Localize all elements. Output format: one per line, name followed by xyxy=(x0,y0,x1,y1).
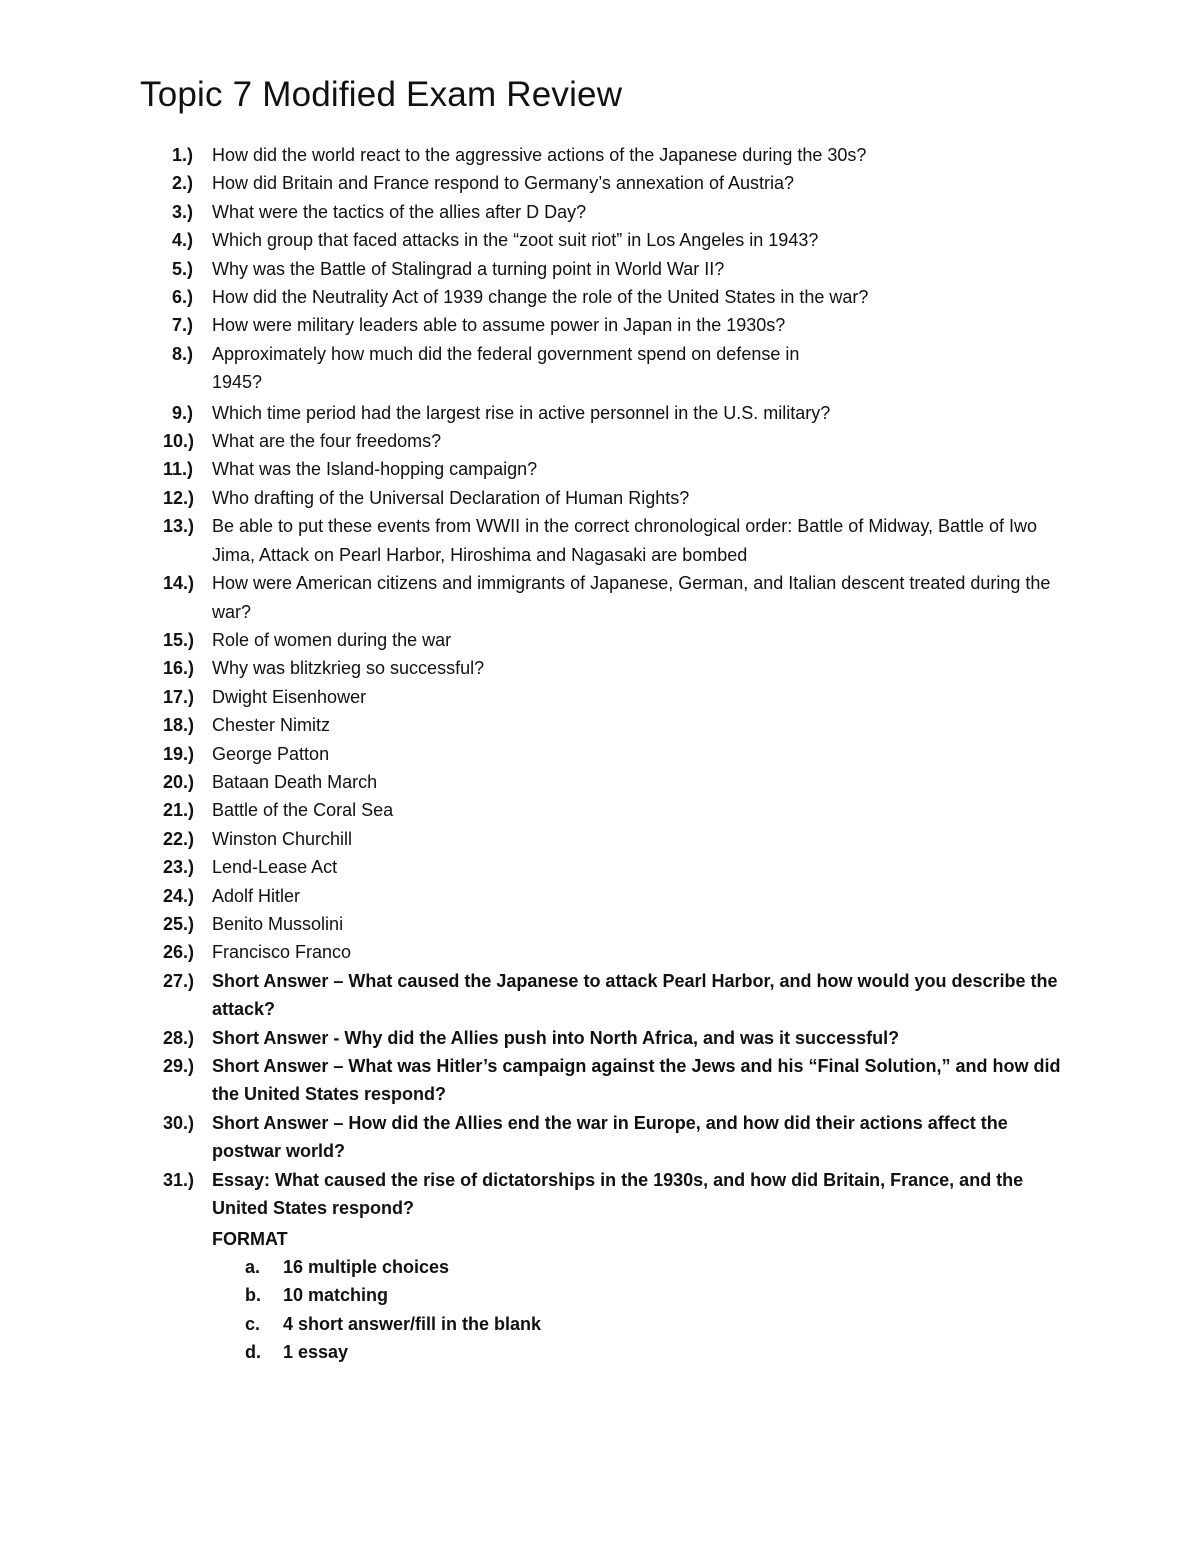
question-list xyxy=(0,141,1200,1222)
question-item-11 xyxy=(0,455,1072,483)
format-text: 4 short answer/fill in the blank xyxy=(283,1313,542,1334)
question-number: 6.) xyxy=(172,287,194,308)
question-text: Essay: What caused the rise of dictatorships in the 1930s, and how did Britain, France, and the United States respond? xyxy=(212,1169,1024,1219)
question-number: 4.) xyxy=(172,230,194,251)
question-text: Approximately how much did the federal government spend on defense in 1945? xyxy=(212,343,800,393)
question-text: Role of women during the war xyxy=(212,629,452,650)
question-number: 2.) xyxy=(172,173,194,194)
question-item-10 xyxy=(0,427,1072,455)
format-letter: d. xyxy=(245,1342,261,1363)
format-text: 16 multiple choices xyxy=(283,1257,450,1277)
format-letter: c. xyxy=(245,1313,261,1334)
question-number: 24.) xyxy=(163,885,195,906)
question-number: 27.) xyxy=(163,970,195,991)
question-number: 18.) xyxy=(163,715,195,736)
question-number: 9.) xyxy=(172,402,194,423)
question-text: Benito Mussolini xyxy=(212,913,344,934)
question-number: 29.) xyxy=(163,1056,195,1076)
format-letter: a. xyxy=(245,1257,261,1277)
question-number: 31.) xyxy=(163,1169,195,1190)
question-item-7 xyxy=(0,311,1072,339)
format-item xyxy=(0,1253,541,1281)
question-text: Short Answer – How did the Allies end the war in Europe, and how did their actions affect the postwar world? xyxy=(212,1112,1008,1162)
question-number: 17.) xyxy=(163,686,195,707)
question-item-17 xyxy=(0,683,1072,711)
question-number: 14.) xyxy=(163,573,195,594)
format-item xyxy=(0,1310,541,1338)
question-item-2 xyxy=(0,169,1072,197)
question-item-24 xyxy=(0,882,1072,910)
question-text: Who drafting of the Universal Declaration of Human Rights? xyxy=(212,487,690,508)
question-number: 13.) xyxy=(163,516,195,537)
question-number: 1.) xyxy=(172,145,194,165)
question-text: Be able to put these events from WWII in the correct chronological order: Battle of Midway, Battle of Iwo Jima, Attack on Pearl Harbor, Hiroshima and Nagasaki are bombed xyxy=(212,516,1038,565)
question-item-23 xyxy=(0,853,1072,881)
question-item-16 xyxy=(0,654,1072,682)
question-number: 21.) xyxy=(163,800,195,821)
question-number: 20.) xyxy=(163,771,195,792)
question-text: How were American citizens and immigrants of Japanese, German, and Italian descent treated during the war? xyxy=(212,573,1051,622)
question-item-5 xyxy=(0,255,1072,283)
question-text: Short Answer – What caused the Japanese to attack Pearl Harbor, and how would you describe the attack? xyxy=(212,970,1058,1020)
question-item-13 xyxy=(0,512,1072,569)
question-item-27 xyxy=(0,967,1072,1024)
question-item-14 xyxy=(0,569,1072,626)
question-text: Chester Nimitz xyxy=(212,715,331,736)
question-number: 16.) xyxy=(163,658,195,679)
question-text: Francisco Franco xyxy=(212,942,352,963)
question-text: Dwight Eisenhower xyxy=(212,686,367,707)
question-text: Lend-Lease Act xyxy=(212,857,338,878)
question-number: 25.) xyxy=(163,913,195,934)
question-item-4 xyxy=(0,226,1072,254)
question-text: Winston Churchill xyxy=(212,828,353,849)
question-text: Short Answer - Why did the Allies push into North Africa, and was it successful? xyxy=(212,1027,900,1048)
question-item-19 xyxy=(0,740,1072,768)
question-item-29 xyxy=(0,1052,1072,1109)
format-text: 1 essay xyxy=(283,1342,349,1363)
question-text: Bataan Death March xyxy=(212,771,378,792)
question-text: How did Britain and France respond to Germany’s annexation of Austria? xyxy=(212,173,794,194)
question-number: 23.) xyxy=(163,857,195,878)
page-title: Topic 7 Modified Exam Review xyxy=(140,75,623,114)
question-text: What was the Island-hopping campaign? xyxy=(212,459,538,480)
question-text: How did the Neutrality Act of 1939 change the role of the United States in the war? xyxy=(212,287,869,308)
question-number: 3.) xyxy=(172,201,194,222)
format-list xyxy=(0,1253,541,1367)
question-item-15 xyxy=(0,626,1072,654)
question-number: 22.) xyxy=(163,828,195,849)
question-item-6 xyxy=(0,283,1072,311)
question-text: What were the tactics of the allies after D Day? xyxy=(212,201,587,222)
question-item-18 xyxy=(0,711,1072,739)
question-text: Battle of the Coral Sea xyxy=(212,800,394,821)
format-item xyxy=(0,1281,541,1309)
question-item-3 xyxy=(0,198,1072,226)
question-item-28 xyxy=(0,1024,1072,1052)
question-number: 12.) xyxy=(163,487,195,508)
question-text: Short Answer – What was Hitler’s campaign against the Jews and his “Final Solution,” and how did the United States respond? xyxy=(212,1056,1061,1105)
question-number: 11.) xyxy=(163,459,194,480)
question-item-30 xyxy=(0,1109,1072,1166)
question-item-1 xyxy=(0,141,1072,169)
question-number: 5.) xyxy=(172,258,194,279)
question-number: 10.) xyxy=(163,431,195,452)
question-number: 15.) xyxy=(163,629,195,650)
question-text: Adolf Hitler xyxy=(212,885,301,906)
question-item-9 xyxy=(0,399,1072,427)
question-number: 28.) xyxy=(163,1027,195,1048)
question-number: 8.) xyxy=(172,343,194,364)
question-number: 19.) xyxy=(163,743,195,764)
question-item-21 xyxy=(0,796,1072,824)
question-text: George Patton xyxy=(212,743,330,764)
question-item-20 xyxy=(0,768,1072,796)
format-text: 10 matching xyxy=(283,1285,389,1306)
question-item-12 xyxy=(0,484,1072,512)
question-item-25 xyxy=(0,910,1072,938)
question-number: 30.) xyxy=(163,1112,195,1133)
question-text: Which time period had the largest rise in active personnel in the U.S. military? xyxy=(212,402,831,423)
question-text: Why was the Battle of Stalingrad a turning point in World War II? xyxy=(212,258,725,279)
question-number: 7.) xyxy=(172,315,194,336)
question-item-26 xyxy=(0,938,1072,966)
question-text: How did the world react to the aggressive actions of the Japanese during the 30s? xyxy=(212,145,867,165)
format-item xyxy=(0,1338,541,1366)
question-number: 26.) xyxy=(163,942,195,963)
format-label: FORMAT xyxy=(212,1229,288,1249)
question-text: Which group that faced attacks in the “zoot suit riot” in Los Angeles in 1943? xyxy=(212,230,819,251)
format-letter: b. xyxy=(245,1285,261,1306)
question-item-8 xyxy=(0,340,852,397)
question-text: Why was blitzkrieg so successful? xyxy=(212,658,485,679)
question-item-22 xyxy=(0,825,1072,853)
question-text: What are the four freedoms? xyxy=(212,431,442,452)
question-item-31 xyxy=(0,1166,1072,1223)
question-text: How were military leaders able to assume power in Japan in the 1930s? xyxy=(212,315,786,336)
